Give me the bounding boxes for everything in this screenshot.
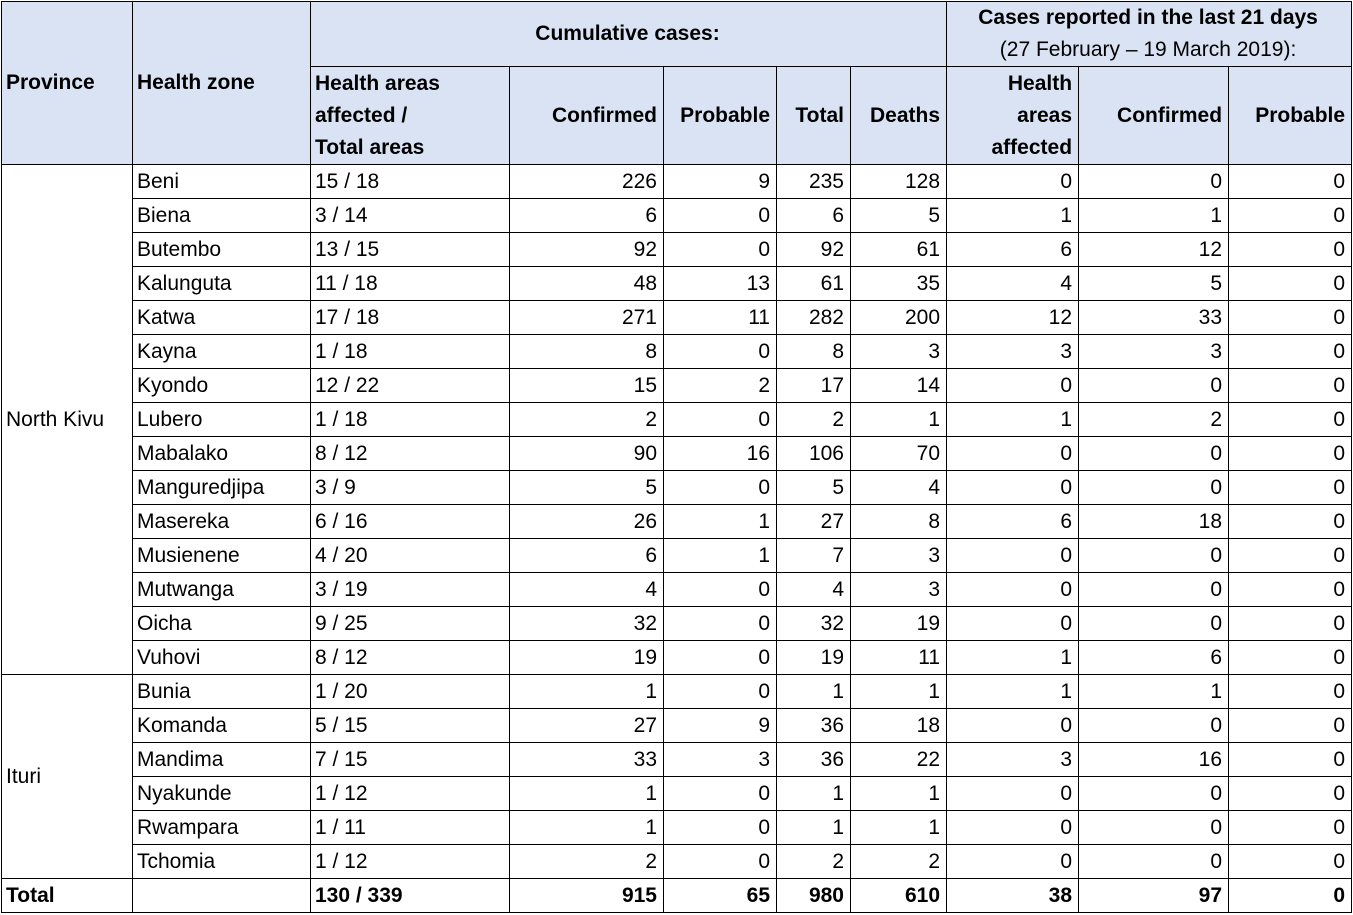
recent-probable-cell: 0 [1229, 811, 1352, 845]
total-cell: 5 [777, 471, 851, 505]
health-zone-cell: Lubero [133, 403, 311, 437]
recent-confirmed-cell: 5 [1079, 267, 1229, 301]
total-cell: 19 [777, 641, 851, 675]
recent-probable-cell: 0 [1229, 505, 1352, 539]
total-cell: 1 [777, 777, 851, 811]
deaths-cell: 2 [851, 845, 947, 879]
total-cell: 1 [777, 811, 851, 845]
health-zone-cell: Biena [133, 199, 311, 233]
recent-confirmed-cell: 18 [1079, 505, 1229, 539]
recent-health-areas-cell: 0 [947, 845, 1079, 879]
table-row [2, 301, 1352, 335]
total-cell: 282 [777, 301, 851, 335]
health-zone-cell: Kyondo [133, 369, 311, 403]
recent-probable-cell: 0 [1229, 301, 1352, 335]
probable-cell: 9 [664, 709, 777, 743]
deaths-cell: 8 [851, 505, 947, 539]
confirmed-cell: 32 [510, 607, 664, 641]
confirmed-cell: 5 [510, 471, 664, 505]
table-row [2, 233, 1352, 267]
recent-health-areas-cell: 6 [947, 505, 1079, 539]
recent-health-areas-cell: 0 [947, 811, 1079, 845]
deaths-cell: 4 [851, 471, 947, 505]
deaths-cell: 11 [851, 641, 947, 675]
health-areas-cell: 1 / 12 [311, 845, 510, 879]
probable-cell: 3 [664, 743, 777, 777]
recent-cases-header [947, 2, 1352, 67]
probable-cell: 1 [664, 505, 777, 539]
health-areas-cell: 17 / 18 [311, 301, 510, 335]
recent-confirmed-cell: 0 [1079, 607, 1229, 641]
health-areas-cell: 1 / 20 [311, 675, 510, 709]
confirmed-cell: 8 [510, 335, 664, 369]
health-zone-cell: Mutwanga [133, 573, 311, 607]
health-areas-cell: 1 / 11 [311, 811, 510, 845]
confirmed-cell: 1 [510, 675, 664, 709]
table-row [2, 811, 1352, 845]
recent-ha-line-3: affected [991, 135, 1073, 159]
deaths-cell: 128 [851, 165, 947, 199]
recent-probable-cell: 0 [1229, 641, 1352, 675]
recent-confirmed-cell: 0 [1079, 437, 1229, 471]
health-areas-cell: 6 / 16 [311, 505, 510, 539]
deaths-cell: 18 [851, 709, 947, 743]
probable-cell: 0 [664, 641, 777, 675]
recent-confirmed-cell: 0 [1079, 471, 1229, 505]
recent-confirmed-cell: 12 [1079, 233, 1229, 267]
table-row [2, 641, 1352, 675]
probable-cell: 13 [664, 267, 777, 301]
health-zone-cell: Masereka [133, 505, 311, 539]
recent-confirmed-cell: 2 [1079, 403, 1229, 437]
health-zone-cell: Kalunguta [133, 267, 311, 301]
probable-cell: 1 [664, 539, 777, 573]
health-zone-cell: Mabalako [133, 437, 311, 471]
table-row [2, 403, 1352, 437]
total-deaths-cell: 610 [851, 879, 947, 913]
probable-cell: 0 [664, 335, 777, 369]
recent-confirmed-cell: 0 [1079, 709, 1229, 743]
deaths-cell: 1 [851, 777, 947, 811]
probable-cell: 0 [664, 811, 777, 845]
recent-probable-cell: 0 [1229, 403, 1352, 437]
probable-cell: 0 [664, 233, 777, 267]
health-areas-cell: 13 / 15 [311, 233, 510, 267]
table-row [2, 845, 1352, 879]
probable-cell: 0 [664, 199, 777, 233]
recent-probable-cell: 0 [1229, 573, 1352, 607]
table-row [2, 199, 1352, 233]
total-cell: 7 [777, 539, 851, 573]
table-body [2, 165, 1352, 913]
confirmed-cell: 26 [510, 505, 664, 539]
table-row [2, 165, 1352, 199]
deaths-cell: 3 [851, 539, 947, 573]
deaths-cell: 1 [851, 811, 947, 845]
total-cell: 2 [777, 403, 851, 437]
recent-confirmed-cell: 0 [1079, 539, 1229, 573]
total-cell: 106 [777, 437, 851, 471]
total-row [2, 879, 1352, 913]
recent-health-areas-cell: 0 [947, 471, 1079, 505]
recent-probable-cell: 0 [1229, 675, 1352, 709]
recent-probable-cell: 0 [1229, 607, 1352, 641]
confirmed-header: Confirmed [510, 67, 664, 165]
recent-health-areas-cell: 1 [947, 403, 1079, 437]
recent-health-areas-header [947, 67, 1079, 165]
ebola-cases-table [1, 1, 1352, 913]
probable-cell: 0 [664, 471, 777, 505]
health-areas-cell: 8 / 12 [311, 437, 510, 471]
recent-probable-cell: 0 [1229, 845, 1352, 879]
confirmed-cell: 2 [510, 845, 664, 879]
health-zone-cell: Vuhovi [133, 641, 311, 675]
probable-cell: 16 [664, 437, 777, 471]
recent-probable-cell: 0 [1229, 335, 1352, 369]
table-row [2, 607, 1352, 641]
recent-health-areas-cell: 0 [947, 539, 1079, 573]
health-areas-line-3: Total areas [315, 135, 425, 159]
recent-health-areas-cell: 0 [947, 777, 1079, 811]
health-areas-cell: 1 / 18 [311, 403, 510, 437]
probable-cell: 11 [664, 301, 777, 335]
recent-cases-period: (27 February – 19 March 2019): [999, 38, 1297, 61]
health-areas-cell: 3 / 9 [311, 471, 510, 505]
probable-cell: 0 [664, 607, 777, 641]
table-row [2, 675, 1352, 709]
recent-health-areas-cell: 3 [947, 743, 1079, 777]
total-cell: 61 [777, 267, 851, 301]
deaths-cell: 22 [851, 743, 947, 777]
recent-confirmed-cell: 33 [1079, 301, 1229, 335]
recent-probable-cell: 0 [1229, 369, 1352, 403]
recent-health-areas-cell: 12 [947, 301, 1079, 335]
health-areas-cell: 15 / 18 [311, 165, 510, 199]
table-row [2, 505, 1352, 539]
probable-cell: 0 [664, 403, 777, 437]
recent-confirmed-header: Confirmed [1079, 67, 1229, 165]
total-probable-cell: 65 [664, 879, 777, 913]
recent-probable-header: Probable [1229, 67, 1352, 165]
recent-confirmed-cell: 1 [1079, 675, 1229, 709]
health-zone-cell: Manguredjipa [133, 471, 311, 505]
recent-probable-cell: 0 [1229, 709, 1352, 743]
total-zone-cell [133, 879, 311, 913]
health-zone-header: Health zone [133, 2, 311, 165]
health-areas-cell: 3 / 19 [311, 573, 510, 607]
deaths-cell: 3 [851, 573, 947, 607]
health-areas-affected-total-header [311, 67, 510, 165]
health-zone-cell: Komanda [133, 709, 311, 743]
recent-confirmed-cell: 0 [1079, 845, 1229, 879]
health-areas-cell: 11 / 18 [311, 267, 510, 301]
recent-probable-cell: 0 [1229, 777, 1352, 811]
table-row [2, 573, 1352, 607]
recent-health-areas-cell: 4 [947, 267, 1079, 301]
total-cell: 27 [777, 505, 851, 539]
total-cell: 2 [777, 845, 851, 879]
recent-health-areas-cell: 0 [947, 607, 1079, 641]
recent-health-areas-cell: 0 [947, 709, 1079, 743]
total-total-cell: 980 [777, 879, 851, 913]
health-zone-cell: Butembo [133, 233, 311, 267]
table-row [2, 335, 1352, 369]
recent-health-areas-cell: 0 [947, 165, 1079, 199]
deaths-cell: 200 [851, 301, 947, 335]
health-zone-cell: Musienene [133, 539, 311, 573]
health-areas-cell: 12 / 22 [311, 369, 510, 403]
table-row [2, 539, 1352, 573]
health-areas-cell: 5 / 15 [311, 709, 510, 743]
recent-probable-cell: 0 [1229, 233, 1352, 267]
recent-confirmed-cell: 0 [1079, 369, 1229, 403]
deaths-cell: 1 [851, 675, 947, 709]
recent-probable-cell: 0 [1229, 539, 1352, 573]
table-row [2, 709, 1352, 743]
recent-probable-cell: 0 [1229, 437, 1352, 471]
confirmed-cell: 33 [510, 743, 664, 777]
health-zone-cell: Kayna [133, 335, 311, 369]
health-zone-cell: Beni [133, 165, 311, 199]
total-health-areas-cell: 130 / 339 [311, 879, 510, 913]
health-zone-cell: Tchomia [133, 845, 311, 879]
recent-probable-cell: 0 [1229, 743, 1352, 777]
recent-probable-cell: 0 [1229, 199, 1352, 233]
recent-probable-cell: 0 [1229, 471, 1352, 505]
total-cell: 36 [777, 709, 851, 743]
recent-confirmed-cell: 16 [1079, 743, 1229, 777]
health-areas-cell: 1 / 18 [311, 335, 510, 369]
deaths-cell: 1 [851, 403, 947, 437]
confirmed-cell: 2 [510, 403, 664, 437]
recent-health-areas-cell: 1 [947, 199, 1079, 233]
confirmed-cell: 19 [510, 641, 664, 675]
health-areas-line-1: Health areas [315, 71, 440, 95]
total-header: Total [777, 67, 851, 165]
probable-cell: 2 [664, 369, 777, 403]
total-cell: 36 [777, 743, 851, 777]
table-row [2, 471, 1352, 505]
recent-probable-cell: 0 [1229, 267, 1352, 301]
health-zone-cell: Oicha [133, 607, 311, 641]
deaths-cell: 61 [851, 233, 947, 267]
deaths-cell: 19 [851, 607, 947, 641]
total-recent-confirmed-cell: 97 [1079, 879, 1229, 913]
probable-cell: 0 [664, 777, 777, 811]
health-areas-cell: 7 / 15 [311, 743, 510, 777]
province-cell: North Kivu [2, 165, 133, 675]
probable-cell: 0 [664, 845, 777, 879]
recent-ha-line-1: Health [1007, 71, 1073, 95]
total-recent-probable-cell: 0 [1229, 879, 1352, 913]
confirmed-cell: 27 [510, 709, 664, 743]
total-cell: 92 [777, 233, 851, 267]
table-row [2, 369, 1352, 403]
confirmed-cell: 1 [510, 811, 664, 845]
recent-ha-line-2: areas [1017, 103, 1073, 127]
confirmed-cell: 4 [510, 573, 664, 607]
total-cell: 8 [777, 335, 851, 369]
cumulative-cases-header: Cumulative cases: [311, 2, 947, 67]
total-cell: 17 [777, 369, 851, 403]
health-areas-cell: 3 / 14 [311, 199, 510, 233]
recent-confirmed-cell: 6 [1079, 641, 1229, 675]
probable-header: Probable [664, 67, 777, 165]
confirmed-cell: 90 [510, 437, 664, 471]
deaths-header: Deaths [851, 67, 947, 165]
confirmed-cell: 1 [510, 777, 664, 811]
confirmed-cell: 15 [510, 369, 664, 403]
recent-confirmed-cell: 1 [1079, 199, 1229, 233]
recent-health-areas-cell: 1 [947, 641, 1079, 675]
confirmed-cell: 6 [510, 199, 664, 233]
recent-confirmed-cell: 0 [1079, 165, 1229, 199]
health-zone-cell: Bunia [133, 675, 311, 709]
deaths-cell: 35 [851, 267, 947, 301]
total-cell: 32 [777, 607, 851, 641]
table-row [2, 743, 1352, 777]
health-zone-cell: Mandima [133, 743, 311, 777]
recent-confirmed-cell: 3 [1079, 335, 1229, 369]
health-zone-cell: Katwa [133, 301, 311, 335]
recent-health-areas-cell: 0 [947, 437, 1079, 471]
deaths-cell: 14 [851, 369, 947, 403]
health-areas-line-2: affected / [315, 103, 408, 127]
health-zone-cell: Nyakunde [133, 777, 311, 811]
recent-health-areas-cell: 6 [947, 233, 1079, 267]
probable-cell: 0 [664, 675, 777, 709]
total-cell: 4 [777, 573, 851, 607]
total-cell: 1 [777, 675, 851, 709]
total-confirmed-cell: 915 [510, 879, 664, 913]
health-areas-cell: 9 / 25 [311, 607, 510, 641]
deaths-cell: 5 [851, 199, 947, 233]
recent-confirmed-cell: 0 [1079, 777, 1229, 811]
table-row [2, 437, 1352, 471]
recent-confirmed-cell: 0 [1079, 573, 1229, 607]
probable-cell: 9 [664, 165, 777, 199]
total-recent-health-areas-cell: 38 [947, 879, 1079, 913]
recent-health-areas-cell: 0 [947, 369, 1079, 403]
confirmed-cell: 92 [510, 233, 664, 267]
deaths-cell: 3 [851, 335, 947, 369]
table-row [2, 267, 1352, 301]
recent-health-areas-cell: 1 [947, 675, 1079, 709]
total-cell: 235 [777, 165, 851, 199]
total-cell: 6 [777, 199, 851, 233]
recent-health-areas-cell: 0 [947, 573, 1079, 607]
province-header: Province [2, 2, 133, 165]
probable-cell: 0 [664, 573, 777, 607]
health-areas-cell: 4 / 20 [311, 539, 510, 573]
table-row [2, 777, 1352, 811]
confirmed-cell: 271 [510, 301, 664, 335]
deaths-cell: 70 [851, 437, 947, 471]
confirmed-cell: 48 [510, 267, 664, 301]
recent-probable-cell: 0 [1229, 165, 1352, 199]
recent-confirmed-cell: 0 [1079, 811, 1229, 845]
health-zone-cell: Rwampara [133, 811, 311, 845]
confirmed-cell: 6 [510, 539, 664, 573]
recent-health-areas-cell: 3 [947, 335, 1079, 369]
health-areas-cell: 8 / 12 [311, 641, 510, 675]
health-areas-cell: 1 / 12 [311, 777, 510, 811]
province-cell: Ituri [2, 675, 133, 879]
recent-cases-title: Cases reported in the last 21 days [978, 6, 1318, 29]
total-label: Total [2, 879, 133, 913]
confirmed-cell: 226 [510, 165, 664, 199]
